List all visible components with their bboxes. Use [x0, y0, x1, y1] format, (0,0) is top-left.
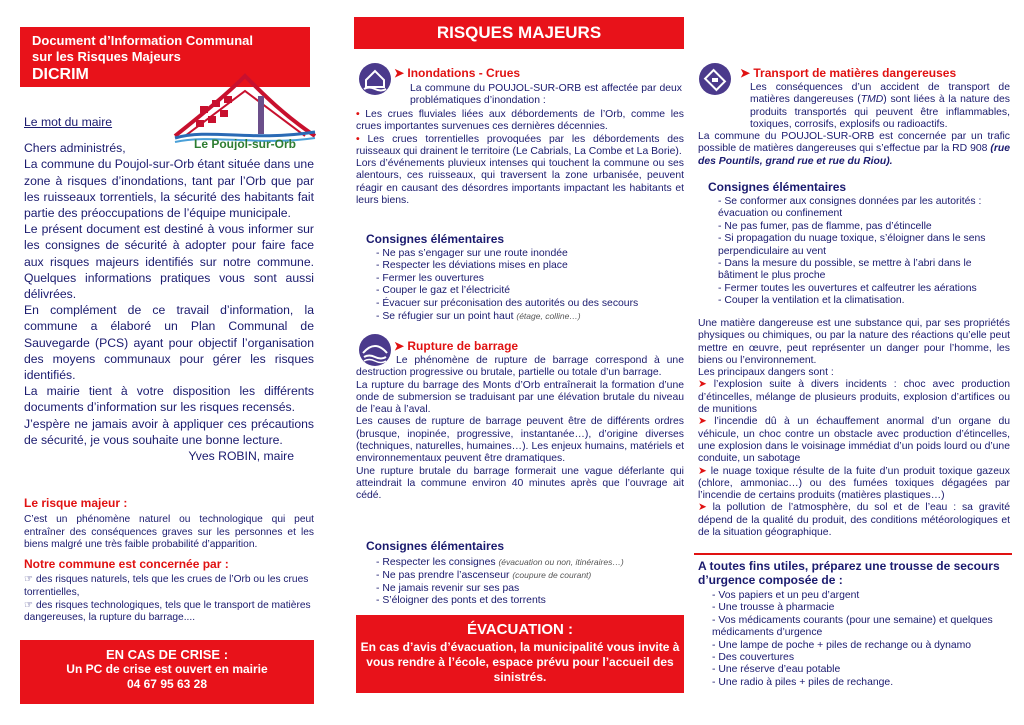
mayor-word	[24, 114, 314, 464]
consigne-item: - Fermer toutes les ouvertures et calfeutrer les aérations	[718, 283, 1008, 295]
consigne-item: - Se réfugier sur un point haut (étage, colline…)	[376, 310, 676, 323]
trousse-item: - Vos médicaments courants (pour une semaine) et quelques médicaments d’urgence	[712, 615, 1008, 640]
hand-pointer-icon: ☞	[24, 599, 36, 611]
commune-item: ☞ des risques naturels, tels que les crues de l’Orb ou les crues torrentielles,	[24, 573, 309, 598]
doc-title	[32, 33, 262, 65]
trousse-item: - Une radio à piles + piles de rechange.	[712, 677, 1008, 689]
risques-majeurs-banner: RISQUES MAJEURS	[354, 17, 684, 49]
trousse-item: - Une trousse à pharmacie	[712, 602, 1008, 614]
risk-text: C’est un phénomène naturel ou technologique qui peut entraîner des conséquences graves sur les personnes et les biens malgré une très faible probabilité d’apparition.	[24, 513, 314, 551]
tmd-paragraph: Les conséquences d’un accident de transport de matières dangereuses (TMD) sont liées à la nature des produits transportés qui peuvent être inflammables, toxiques, corrosifs, explosifs ou radioactifs.	[750, 82, 1010, 130]
consigne-item: - Ne pas fumer, pas de flamme, pas d’étincelle	[718, 221, 1008, 233]
danger-item: ➤ le nuage toxique résulte de la fuite d’un produit toxique gazeux (chlore, ammoniac…) ou des fumées toxiques dégagées par l’incendie de certains produits (matières plastiques…)	[698, 465, 1010, 502]
mayor-paragraph: La commune du Poujol-sur-Orb étant située dans une zone à risques d’inondations, tant par l’Orb que par les ruisseaux torrentiels, la sécurité des habitants fait partie des préoccupations de l’équipe municipale.	[24, 157, 314, 221]
divider	[694, 553, 1012, 555]
mayor-heading: Le mot du maire	[24, 115, 113, 129]
risk-definition	[24, 497, 314, 625]
tmd-paragraph: La commune du POUJOL-SUR-ORB est concernée par un trafic possible de matières dangereuses qui s’effectue par la RD 908 (rue des Pountils, grand rue et rue du Riou).	[698, 131, 1010, 167]
crisis-box	[20, 640, 314, 704]
trousse-item: - Une réserve d’eau potable	[712, 664, 1008, 676]
house-flood-icon	[358, 62, 392, 96]
matiere-definition: Une matière dangereuse est une substance qui, par ses propriétés physiques ou chimiques, ou par la nature des réactions qu’elle peut mettre en œuvre, peut représenter un danger pour l’homme, les biens ou l’environnement.	[698, 318, 1010, 366]
consignes-heading: Consignes élémentaires	[708, 180, 847, 194]
consigne-item: - Fermer les ouvertures	[376, 273, 676, 285]
inondations-consignes	[376, 248, 676, 323]
title-line-1: Document d’Information Communal	[32, 33, 253, 48]
consignes-heading: Consignes élémentaires	[366, 232, 505, 246]
barrage-text	[356, 355, 684, 503]
mayor-paragraph: Le présent document est destiné à vous informer sur les consignes de sécurité à adopter pour faire face aux risques majeurs identifiés sur notre commune. Quelques informations pratiques vous sont aussi délivrées.	[24, 222, 314, 302]
mayor-paragraph: Chers administrés,	[24, 141, 126, 156]
danger-item: ➤ l’incendie dû à un échauffement anormal d’un organe du véhicule, un choc contre un obstacle avec production d’étincelles, une explosion dans le voisinage immédiat d’un poids lourd ou d’une conduite, un sabotage	[698, 416, 1011, 465]
tmd-consignes	[718, 196, 1008, 308]
consigne-item: - Ne pas prendre l’ascenseur (coupure de courant)	[376, 569, 676, 582]
mayor-paragraph: La mairie tient à votre disposition les différents documents d’information sur les risques recensés.	[24, 384, 314, 415]
consigne-item: - Évacuer sur préconisation des autorités ou des secours	[376, 298, 676, 310]
consigne-item: - Se conformer aux consignes données par les autorités : évacuation ou confinement	[718, 196, 1008, 221]
tmd-text	[698, 82, 1010, 168]
consigne-item: - Respecter les consignes (évacuation ou non, itinéraires…)	[376, 556, 676, 569]
trousse-item: - Vos papiers et un peu d’argent	[712, 590, 1008, 602]
consigne-item: - Dans la mesure du possible, se mettre à l’abri dans le bâtiment le plus proche	[718, 258, 1008, 283]
inondations-bullets	[356, 109, 684, 207]
title-line-2: sur les Risques Majeurs	[32, 49, 181, 64]
trousse-list	[712, 590, 1008, 689]
crisis-title: EN CAS DE CRISE :	[105, 647, 229, 662]
commune-item: ☞ des risques technologiques, tels que le transport de matières dangereuses, la rupture du barrage....	[24, 599, 311, 624]
evacuation-title: ÉVACUATION :	[466, 621, 574, 638]
mayor-paragraph: J’espère ne jamais avoir à appliquer ces précautions de sécurité, je vous souhaite une bonne lecture.	[24, 416, 314, 447]
crisis-line: Un PC de crise est ouvert en mairie	[66, 662, 268, 676]
consigne-item: - Couper le gaz et l’électricité	[376, 285, 676, 297]
trousse-title: A toutes fins utiles, préparez une trousse de secours d’urgence composée de :	[698, 559, 1000, 587]
trousse-item: - Une lampe de poche + piles de rechange ou à dynamo	[712, 640, 1008, 652]
evacuation-text: En cas d’avis d’évacuation, la municipalité vous invite à vous rendre à l’école, espace prévu pour l’accueil des sinistrés.	[360, 640, 680, 684]
risk-heading: Le risque majeur :	[24, 496, 128, 510]
barrage-consignes	[376, 556, 676, 608]
tmd-title: ➤ Transport de matières dangereuses	[740, 66, 957, 80]
mayor-signature: Yves ROBIN, maire	[188, 449, 294, 464]
hand-pointer-icon: ☞	[24, 573, 36, 585]
consigne-item: - Ne pas s’engager sur une route inondée	[376, 248, 676, 260]
barrage-paragraph: La rupture du barrage des Monts d’Orb entraînerait la formation d’une onde de submersion se traduisant par une élévation brutale du niveau de l’eau à l’aval.	[356, 379, 684, 416]
trousse-item: - Des couvertures	[712, 652, 1008, 664]
danger-item: ➤ la pollution de l’atmosphère, du sol et de l’eau : sa gravité dépend de la qualité du produit, des conditions météorologiques et de la situation géographique.	[698, 502, 1011, 539]
barrage-paragraph: Une rupture brutale du barrage formerait une vague déferlante qui atteindrait la commune environ 40 minutes après que l’ouvrage ait cédé.	[356, 465, 684, 502]
inondations-bullet: • Les crues torrentielles provoquées par les débordements des ruisseaux qui drainent le territoire (Le Cabrials, La Combe et La Borie).	[356, 133, 684, 157]
consigne-item: - Respecter les déviations mises en place	[376, 260, 676, 272]
consigne-item: - S’éloigner des ponts et des torrents	[376, 595, 676, 607]
inondations-title: ➤ Inondations - Crues	[394, 66, 521, 80]
logo-text: Le Poujol-sur-Orb	[194, 137, 296, 150]
danger-item: ➤ l’explosion suite à divers incidents : choc avec production d’étincelles, mélange de plusieurs produits, explosion d’artifices ou de munitions	[698, 379, 1011, 416]
consigne-item: - Couper la ventilation et la climatisation.	[718, 295, 1008, 307]
consigne-item: - Ne jamais revenir sur ses pas	[376, 583, 676, 595]
consignes-heading: Consignes élémentaires	[366, 539, 505, 553]
evacuation-box	[356, 615, 684, 693]
barrage-paragraph: Les causes de rupture de barrage peuvent être de différents ordres (brusque, inopinée, progressive, instantanée…), d’origine diverses (techniques, naturelles, humaines…). Les enjeux humains, matériels et environnementaux peuvent être dramatiques.	[356, 416, 684, 465]
doc-acronym: DICRIM	[32, 66, 89, 83]
consigne-item: - Si propagation du nuage toxique, s’éloigner dans le sens perpendiculaire au vent	[718, 233, 1008, 258]
inondations-bullet: • Les crues fluviales liées aux débordements de l’Orb, comme les crues importantes survenues ces dernières décennies.	[356, 109, 684, 133]
barrage-title: ➤ Rupture de barrage	[394, 339, 519, 353]
dangers-intro: Les principaux dangers sont :	[698, 367, 834, 379]
mayor-paragraph: En complément de ce travail d’information, la commune a élaboré un Plan Communal de Sauvegarde (PCS) ayant pour objectif l’organisation des moyens communaux pour gérer les risques identifiés.	[24, 303, 314, 383]
inondations-text: Lors d’événements pluvieux intenses qui touchent la commune ou ses alentours, ces ruisseaux, qui traversent la zone urbanisée, peuvent réagir en causant des désordres importants impactant les habitants et leurs biens.	[356, 158, 684, 207]
inondations-intro: La commune du POUJOL-SUR-ORB est affectée par deux problématiques d’inondation :	[410, 83, 682, 107]
dangers-text	[698, 318, 1010, 539]
barrage-paragraph: Le phénomène de rupture de barrage correspond à une destruction progressive ou brutale, partielle ou totale d’un barrage.	[356, 355, 684, 379]
commune-heading: Notre commune est concernée par :	[24, 557, 229, 572]
crisis-phone: 04 67 95 63 28	[126, 677, 208, 691]
